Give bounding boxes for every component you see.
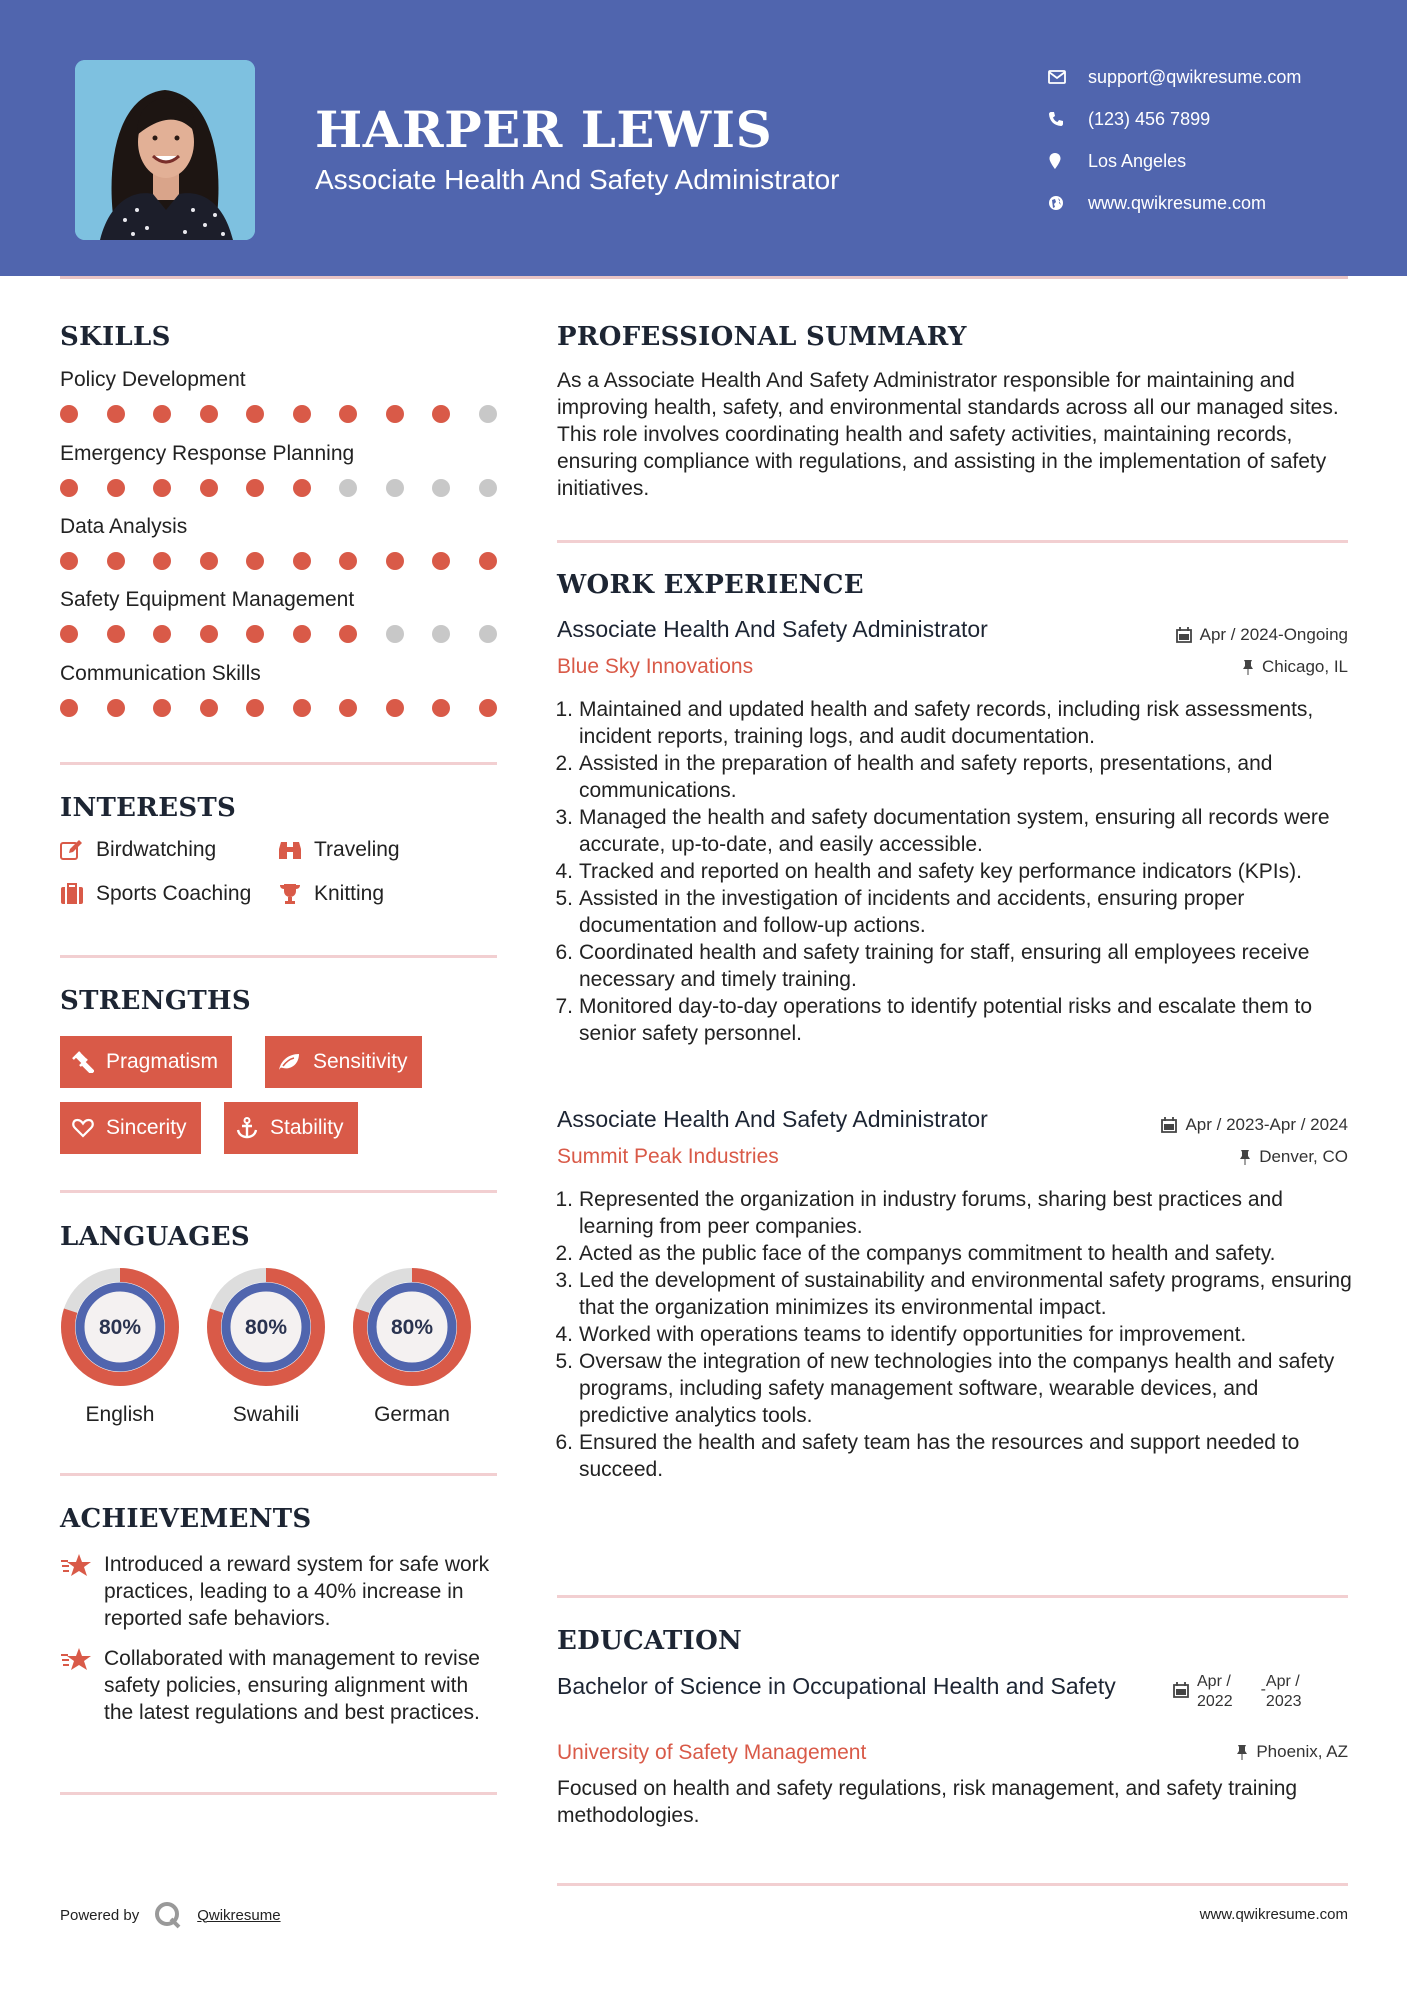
- bullet-number: 5.: [555, 1350, 573, 1373]
- skill-dot-filled: [293, 699, 311, 717]
- job-dates: [1176, 625, 1348, 645]
- achievement-text: Collaborated with management to revise safety policies, ensuring alignment with the latest regulations and best practices.: [104, 1647, 480, 1724]
- job-bullet: [553, 993, 1353, 1047]
- skill-dot-filled: [386, 552, 404, 570]
- strengths-heading: STRENGTHS: [60, 986, 251, 1016]
- education-end-month: Apr /: [1265, 1673, 1300, 1690]
- skill-dot-filled: [153, 552, 171, 570]
- skill-dot-filled: [200, 552, 218, 570]
- language-item: [59, 1266, 181, 1427]
- education-location: [1236, 1742, 1348, 1762]
- education-dates: [1173, 1672, 1302, 1712]
- skill-dot-filled: [107, 552, 125, 570]
- language-item: [205, 1266, 327, 1427]
- skill-dot-filled: [200, 479, 218, 497]
- bullet-text: Maintained and updated health and safety records, including risk assessments, incident reports, training logs, and audit documentation.: [579, 698, 1314, 748]
- achievements-heading: ACHIEVEMENTS: [60, 1504, 312, 1534]
- job-bullets: [553, 696, 1353, 1047]
- skill-label: Emergency Response Planning: [60, 442, 355, 465]
- bullet-text: Ensured the health and safety team has the resources and support needed to succeed.: [579, 1431, 1300, 1481]
- skill-label: Communication Skills: [60, 662, 261, 685]
- bullet-number: 3.: [555, 806, 573, 829]
- contact-location-text: Los Angeles: [1088, 150, 1187, 171]
- contact-phone-text: (123) 456 7899: [1088, 108, 1211, 129]
- contact-email[interactable]: [1048, 56, 1301, 98]
- education-location-text: Phoenix, AZ: [1256, 1742, 1348, 1761]
- contact-website-text: www.qwikresume.com: [1088, 192, 1267, 213]
- achievement-item: [60, 1645, 500, 1726]
- section-divider: [60, 1473, 497, 1476]
- skill-label: Policy Development: [60, 368, 246, 391]
- job-dates: [1161, 1115, 1348, 1135]
- skill-dot-filled: [479, 699, 497, 717]
- skill-dot-filled: [246, 699, 264, 717]
- skill-dot-filled: [293, 405, 311, 423]
- bullet-number: 4.: [555, 860, 573, 883]
- language-percent: 80%: [98, 1316, 142, 1339]
- skill-dot-empty: [479, 625, 497, 643]
- powered-by-label: Powered by: [60, 1906, 140, 1924]
- language-ring: [59, 1266, 181, 1388]
- candidate-name: HARPER LEWIS: [315, 100, 773, 159]
- phone-icon: [1048, 111, 1088, 127]
- job-bullet: [553, 696, 1353, 750]
- bullet-text: Represented the organization in industry forums, sharing best practices and learning from peer companies.: [579, 1188, 1283, 1238]
- section-divider: [557, 1883, 1348, 1886]
- skill-dot-filled: [432, 699, 450, 717]
- globe-icon: [1048, 195, 1088, 211]
- skill-dot-filled: [60, 479, 78, 497]
- envelope-icon: [1048, 70, 1088, 84]
- job-location-text: Denver, CO: [1259, 1147, 1348, 1166]
- section-divider: [60, 762, 497, 765]
- job-title: Associate Health And Safety Administrator: [557, 616, 988, 642]
- skill-dot-filled: [246, 479, 264, 497]
- skill-dot-filled: [200, 625, 218, 643]
- skill-dot-filled: [60, 405, 78, 423]
- job-bullets: [553, 1186, 1353, 1483]
- skill-dot-filled: [60, 552, 78, 570]
- strength-label: Sensitivity: [313, 1050, 408, 1073]
- education-start-year: 2022: [1197, 1693, 1233, 1710]
- suitcase-icon: [60, 883, 84, 905]
- language-label: Swahili: [232, 1403, 300, 1426]
- strength-badge: [265, 1036, 422, 1088]
- skill-dot-filled: [386, 405, 404, 423]
- skill-dot-empty: [386, 479, 404, 497]
- job-bullet: [553, 1240, 1353, 1267]
- bullet-number: 5.: [555, 887, 573, 910]
- interest-label: Traveling: [314, 838, 400, 861]
- bullet-number: 3.: [555, 1269, 573, 1292]
- skill-dot-filled: [153, 625, 171, 643]
- strength-badge: [60, 1036, 232, 1088]
- job-bullet: [553, 750, 1353, 804]
- skill-dot-empty: [432, 479, 450, 497]
- bullet-number: 1.: [555, 698, 573, 721]
- bullet-number: 4.: [555, 1323, 573, 1346]
- skill-dot-filled: [246, 552, 264, 570]
- skill-dot-filled: [293, 479, 311, 497]
- education-date-separator: -: [1260, 1681, 1266, 1698]
- skill-dot-empty: [386, 625, 404, 643]
- job-dates-text: Apr / 2024-Ongoing: [1199, 625, 1348, 644]
- skill-dot-filled: [293, 552, 311, 570]
- job-bullet: [553, 885, 1353, 939]
- pushpin-icon: [1239, 1149, 1251, 1165]
- section-divider: [60, 1190, 497, 1193]
- strength-label: Stability: [270, 1116, 344, 1139]
- language-item: [351, 1266, 473, 1427]
- bullet-number: 2.: [555, 1242, 573, 1265]
- section-divider: [557, 540, 1348, 543]
- job-bullet: [553, 858, 1353, 885]
- anchor-icon: [236, 1117, 258, 1139]
- education-end-year: 2023: [1265, 1693, 1302, 1710]
- language-label: German: [374, 1403, 450, 1426]
- skill-dot-empty: [432, 625, 450, 643]
- language-percent: 80%: [390, 1316, 434, 1339]
- bullet-text: Coordinated health and safety training for staff, ensuring all employees receive necessary and timely training.: [579, 941, 1310, 991]
- star-icon: [60, 1647, 92, 1673]
- achievement-item: [60, 1551, 500, 1632]
- bullet-text: Assisted in the investigation of incidents and accidents, ensuring proper documentation and follow-up actions.: [579, 887, 1245, 937]
- skill-label: Data Analysis: [60, 515, 188, 538]
- skill-dot-filled: [246, 405, 264, 423]
- section-divider: [60, 1792, 497, 1795]
- bullet-text: Managed the health and safety documentation system, ensuring all records were accurate, up-to-date, and easily accessible.: [579, 806, 1330, 856]
- qwikresume-logo-icon: [153, 1900, 183, 1930]
- job-bullet: [553, 939, 1353, 993]
- skill-dot-filled: [200, 405, 218, 423]
- school-name: University of Safety Management: [557, 1741, 867, 1764]
- contact-website[interactable]: [1048, 182, 1301, 224]
- calendar-icon: [1161, 1117, 1177, 1133]
- skill-dot-filled: [107, 479, 125, 497]
- section-divider: [557, 1595, 1348, 1598]
- leaf-icon: [277, 1052, 301, 1072]
- skill-dot-filled: [293, 625, 311, 643]
- achievement-text: Introduced a reward system for safe work practices, leading to a 40% increase in reported safe behaviors.: [104, 1553, 490, 1630]
- skill-dot-filled: [200, 699, 218, 717]
- skill-dot-filled: [339, 625, 357, 643]
- skill-dot-empty: [339, 479, 357, 497]
- bullet-text: Monitored day-to-day operations to identify potential risks and escalate them to senior safety personnel.: [579, 995, 1313, 1045]
- job-location: [1239, 1147, 1348, 1167]
- skill-dot-filled: [432, 405, 450, 423]
- interest-label: Birdwatching: [96, 838, 217, 861]
- trophy-icon: [278, 883, 302, 905]
- bullet-text: Acted as the public face of the companys commitment to health and safety.: [579, 1242, 1276, 1265]
- interests-heading: INTERESTS: [60, 793, 237, 823]
- edit-icon: [60, 839, 84, 861]
- education-start-month: Apr /: [1197, 1673, 1231, 1690]
- location-pin-icon: [1048, 152, 1088, 170]
- pushpin-icon: [1236, 1744, 1248, 1760]
- footer-powered-by: [60, 1900, 281, 1930]
- education-heading: EDUCATION: [557, 1626, 743, 1656]
- contact-phone[interactable]: [1048, 98, 1301, 140]
- bullet-number: 2.: [555, 752, 573, 775]
- bullet-text: Tracked and reported on health and safety key performance indicators (KPIs).: [579, 860, 1302, 883]
- skill-dot-filled: [479, 552, 497, 570]
- interest-item: [278, 882, 384, 906]
- education-description: Focused on health and safety regulations, risk management, and safety training methodologies.: [557, 1777, 1298, 1827]
- section-divider: [60, 955, 497, 958]
- skill-dot-filled: [339, 405, 357, 423]
- strength-label: Pragmatism: [106, 1050, 219, 1073]
- skill-dot-filled: [153, 699, 171, 717]
- skill-dot-filled: [107, 405, 125, 423]
- skill-dot-filled: [60, 699, 78, 717]
- interest-item: [278, 838, 400, 862]
- skill-dot-filled: [386, 699, 404, 717]
- skill-dot-filled: [107, 625, 125, 643]
- bullet-number: 6.: [555, 1431, 573, 1454]
- heart-icon: [72, 1118, 94, 1138]
- star-icon: [60, 1553, 92, 1579]
- calendar-icon: [1176, 627, 1192, 643]
- job-location-text: Chicago, IL: [1262, 657, 1348, 676]
- job-location: [1242, 657, 1348, 677]
- bullet-number: 6.: [555, 941, 573, 964]
- bullet-text: Oversaw the integration of new technologies into the companys health and safety programs, including safety management software, wearable devices, and predictive analytics tools.: [579, 1350, 1335, 1427]
- job-bullet: [553, 1429, 1353, 1483]
- summary-heading: PROFESSIONAL SUMMARY: [557, 322, 967, 352]
- binoculars-icon: [278, 839, 302, 861]
- profile-photo: [75, 60, 255, 240]
- skill-dot-filled: [153, 405, 171, 423]
- interest-item: [60, 882, 251, 906]
- language-ring: [205, 1266, 327, 1388]
- skill-dot-filled: [246, 625, 264, 643]
- header-divider: [60, 276, 1348, 279]
- skill-rating: [60, 479, 525, 497]
- language-percent: 80%: [244, 1316, 288, 1339]
- skill-rating: [60, 625, 525, 643]
- job-bullet: [553, 1348, 1353, 1429]
- skill-dot-filled: [60, 625, 78, 643]
- job-bullet: [553, 804, 1353, 858]
- skill-dot-filled: [339, 699, 357, 717]
- job-bullet: [553, 1267, 1353, 1321]
- bullet-number: 7.: [555, 995, 573, 1018]
- degree-title: Bachelor of Science in Occupational Health and Safety: [557, 1673, 1116, 1699]
- qwikresume-link[interactable]: Qwikresume: [197, 1906, 281, 1924]
- skill-dot-filled: [432, 552, 450, 570]
- strength-badge: [224, 1102, 358, 1154]
- skill-dot-filled: [107, 699, 125, 717]
- skill-rating: [60, 699, 525, 717]
- job-title: Associate Health And Safety Administrator: [557, 1106, 988, 1132]
- language-label: English: [85, 1403, 155, 1426]
- company-name: Blue Sky Innovations: [557, 655, 754, 678]
- pushpin-icon: [1242, 659, 1254, 675]
- interest-label: Knitting: [314, 882, 385, 905]
- strength-badge: [60, 1102, 201, 1154]
- experience-heading: WORK EXPERIENCE: [557, 570, 864, 600]
- job-bullet: [553, 1186, 1353, 1240]
- skill-dot-filled: [153, 479, 171, 497]
- bullet-text: Led the development of sustainability and environmental safety programs, ensuring that the organization minimizes its environmental impact.: [579, 1269, 1352, 1319]
- skill-rating: [60, 405, 525, 423]
- contact-list: [1048, 56, 1301, 224]
- job-dates-text: Apr / 2023-Apr / 2024: [1185, 1115, 1348, 1134]
- languages-heading: LANGUAGES: [60, 1222, 250, 1252]
- job-bullet: [553, 1321, 1353, 1348]
- skill-dot-filled: [339, 552, 357, 570]
- contact-location: [1048, 140, 1301, 182]
- skill-dot-empty: [479, 479, 497, 497]
- skill-label: Safety Equipment Management: [60, 588, 355, 611]
- gavel-icon: [72, 1051, 94, 1073]
- calendar-icon: [1173, 1682, 1189, 1698]
- bullet-text: Worked with operations teams to identify opportunities for improvement.: [579, 1323, 1247, 1346]
- bullet-text: Assisted in the preparation of health and safety reports, presentations, and communications.: [579, 752, 1273, 802]
- footer-url[interactable]: www.qwikresume.com: [1199, 1906, 1348, 1923]
- skill-dot-empty: [479, 405, 497, 423]
- bullet-number: 1.: [555, 1188, 573, 1211]
- candidate-title: Associate Health And Safety Administrator: [315, 164, 840, 195]
- resume-header: [0, 0, 1407, 276]
- contact-email-text: support@qwikresume.com: [1088, 66, 1302, 87]
- skill-rating: [60, 552, 525, 570]
- strength-label: Sincerity: [106, 1116, 187, 1139]
- language-ring: [351, 1266, 473, 1388]
- interest-label: Sports Coaching: [96, 882, 252, 905]
- summary-text: As a Associate Health And Safety Administrator responsible for maintaining and improving health, safety, and environmental standards across all our managed sites. This role involves coordinating health and safety activities, maintaining records, ensuring compliance with regulations, and assisting in the implementation of safety initiatives.: [557, 369, 1339, 500]
- interest-item: [60, 838, 216, 862]
- skills-heading: SKILLS: [60, 322, 171, 352]
- company-name: Summit Peak Industries: [557, 1145, 779, 1168]
